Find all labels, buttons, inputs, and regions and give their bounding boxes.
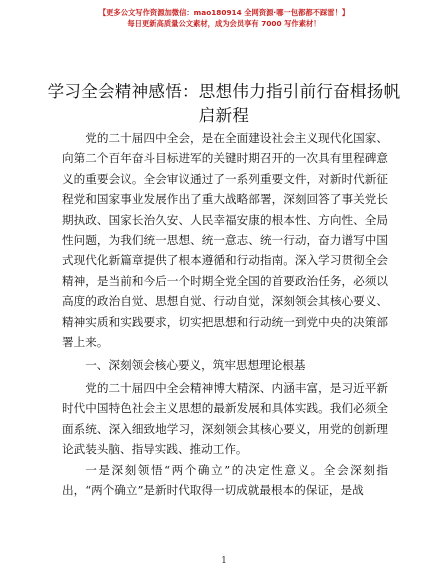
page-number: 1 [221,556,227,566]
intro-paragraph: 党的二十届四中全会，是在全面建设社会主义现代化国家、向第二个百年奋斗目标进军的关键时期召开的一次具有里程碑意义的重要会议。全会审议通过了一系列重要文件，对新时代新征程党和国家事业发展作出了重大战略部署，深刻回答了事关党长期执政、国家长治久安、人民幸福安康的根本性、方向性、全局性问题，为我们统一思想、统一意志、统一行动，奋力谱写中国式现代化新篇章提供了根本遵循和行动指南。深入学习贯彻全会精神，是当前和今后一个时期全党全国的首要政治任务，必须以高度的政治自觉、思想自觉、行动自觉，深刻领会其核心要义、精神实质和实践要求，切实把思想和行动统一到党中央的决策部署上来。 [62,131,388,350]
section-heading: 一、深刻领会核心要义，筑牢思想理论根基 [85,358,306,373]
body-paragraph: 党的二十届四中全会精神博大精深、内涵丰富，是习近平新时代中国特色社会主义思想的最新发展和具体实践。我们必须全面系统、深入细致地学习，深刻领会其核心要义，用党的创新理论武装头脑、指导实践、推动工作。 [62,380,388,457]
promo-banner [0,7,448,29]
promo-banner-line-1: 【更多公文写作资源加微信：mao180914 全网资源·哪一包都都不踩雷！】 [98,8,350,17]
document-title: 学习全会精神感悟：思想伟力指引前行奋楫扬帆启新程 [47,82,401,125]
promo-banner-line-2: 每日更新高质量公文素材，成为会员享有 7000 写作素材！ [127,19,321,28]
document-body [62,128,388,500]
body-paragraph: 一是深刻领悟“两个确立”的决定性意义。全会深刻指出，“两个确立”是新时代取得一切成就最根本的保证，是战 [62,462,388,497]
